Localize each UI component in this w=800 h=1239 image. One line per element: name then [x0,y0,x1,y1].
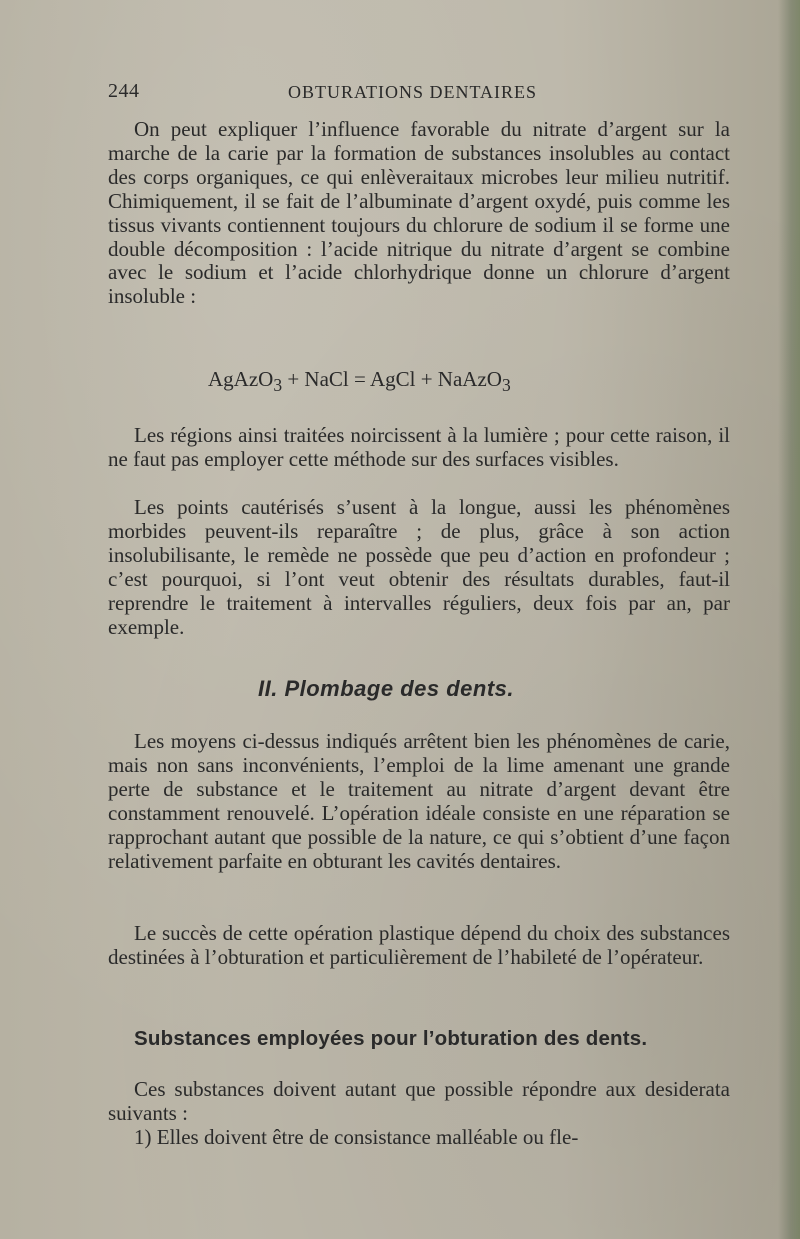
formula-plus: + [415,367,438,391]
formula-term-silver-nitrate: AgAzO [208,367,274,391]
formula-plus: + [282,367,305,391]
formula-subscript: 3 [273,375,283,396]
formula-subscript: 3 [501,375,511,396]
paragraph-cauterized-points: Les points cautérisés s’usent à la longue, aussi les phénomènes morbides peuvent-ils reparaître ; de plus, grâce à son action insolubilisante, le remède ne possède que peu d’action en profondeur ; c’est pourquoi, si l’ont veut obtenir des résultats durables, faut-il reprendre le traitement à intervalles réguliers, deux fois par an, par exemple. [108,495,730,639]
paragraph-blackening: Les régions ainsi traitées noircissent à la lumière ; pour cette raison, il ne faut pas employer cette méthode sur des surfaces visibles. [108,423,730,471]
formula-term-sodium-chloride: NaCl [304,367,349,391]
formula-term-silver-chloride: AgCl [369,367,416,391]
running-title: OBTURATIONS DENTAIRES [288,82,538,102]
paragraph-success: Le succès de cette opération plastique dépend du choix des substances destinées à l’obturation et particulièrement de l’habileté de l’opérateur. [108,921,730,969]
page-header [108,80,728,106]
formula-equals: = [348,367,370,391]
paragraph-list-item-1: 1) Elles doivent être de consistance malléable ou fle- [134,1125,579,1149]
section-heading: II. Plombage des dents. [258,676,515,701]
page-edge-shadow [778,0,800,1239]
subsection-heading: Substances employées pour l’obturation des dents. [134,1027,648,1050]
paragraph-nitrate-influence: On peut expliquer l’influence favorable du nitrate d’argent sur la marche de la carie par la formation de substances insolubles au contact des corps organiques, ce qui enlèveraitaux microbes leur milieu nutritif. Chimiquement, il se fait de l’albuminate d’argent oxydé, puis comme les tissus vivants contiennent toujours du chlorure de sodium il se forme une double décomposition : l’acide nitrique du nitrate d’argent se combine avec le sodium et l’acide chlorhydrique donne un chlorure d’argent insoluble : [108,117,730,309]
paragraph-ideal-operation: Les moyens ci-dessus indiqués arrêtent bien les phénomènes de carie, mais non sans inconvénients, l’emploi de la lime amenant une grande perte de substance et le traitement au nitrate d’argent devant être constamment renouvelé. L’opération idéale consiste en une réparation se rapprochant autant que possible de la nature, ce qui s’obtient d’une façon relativement parfaite en obturant les cavités dentaires. [108,729,730,873]
formula-term-sodium-nitrate: NaAzO [437,367,502,391]
paragraph-desiderata: Ces substances doivent autant que possible répondre aux desiderata suivants : [108,1077,730,1125]
chemical-equation [208,367,511,396]
page-number: 244 [108,80,140,102]
